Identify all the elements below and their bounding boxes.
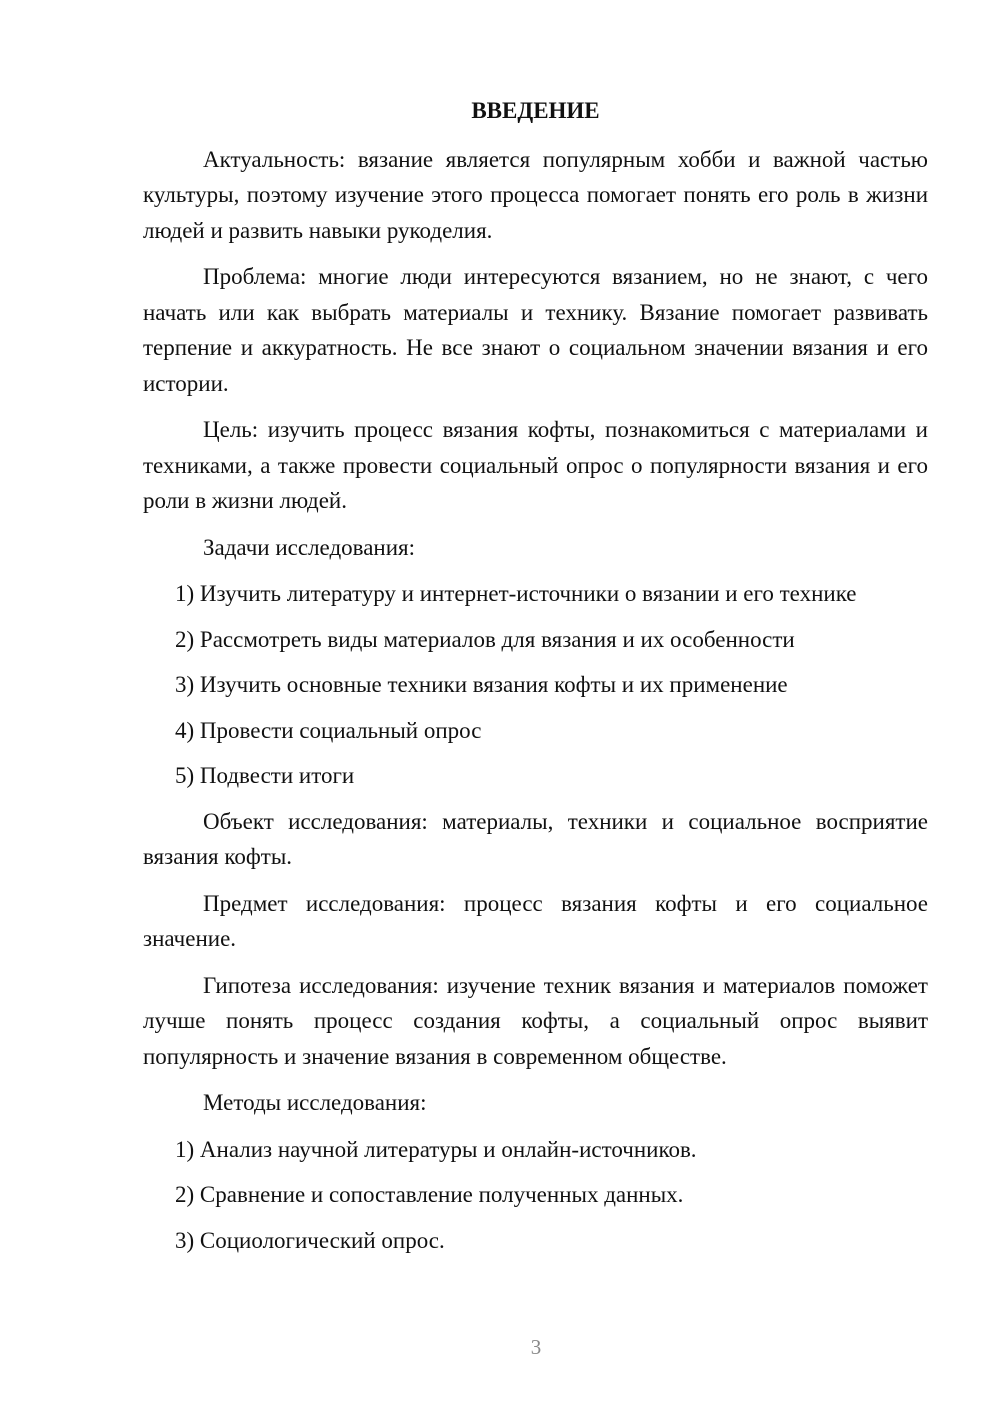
relevance-paragraph: Актуальность: вязание является популярным хобби и важной частью культуры, поэтому изучение этого процесса помогает понять его роль в жизни людей и развить навыки рукоделия.	[143, 146, 928, 243]
method-item: 3) Социологический опрос.	[175, 1227, 445, 1253]
object-paragraph: Объект исследования: материалы, техники и социальное восприятие вязания кофты.	[143, 808, 928, 869]
task-item: 2) Рассмотреть виды материалов для вязания и их особенности	[175, 626, 795, 652]
page-title: ВВЕДЕНИЕ	[471, 98, 600, 123]
page-number: 3	[530, 1335, 542, 1359]
method-item: 1) Анализ научной литературы и онлайн-источников.	[175, 1136, 697, 1162]
task-item: 5) Подвести итоги	[175, 763, 355, 788]
task-item: 3) Изучить основные техники вязания кофты и их применение	[175, 672, 788, 697]
problem-paragraph: Проблема: многие люди интересуются вязанием, но не знают, с чего начать или как выбрать материалы и технику. Вязание помогает развивать терпение и аккуратность. Не все знают о социальном значении вязания и его истории.	[143, 264, 928, 396]
task-item: 1) Изучить литературу и интернет-источники о вязании и его технике	[175, 581, 857, 606]
document-body	[143, 93, 928, 1268]
tasks-heading: Задачи исследования:	[203, 534, 416, 560]
subject-paragraph: Предмет исследования: процесс вязания кофты и его социальное значение.	[143, 890, 928, 951]
method-item: 2) Сравнение и сопоставление полученных данных.	[175, 1182, 684, 1207]
task-item: 4) Провести социальный опрос	[175, 717, 482, 743]
methods-heading: Методы исследования:	[203, 1090, 427, 1115]
hypothesis-paragraph: Гипотеза исследования: изучение техник вязания и материалов поможет лучше понять процесс создания кофты, а социальный опрос выявит популярность и значение вязания в современном обществе.	[143, 972, 928, 1069]
goal-paragraph: Цель: изучить процесс вязания кофты, познакомиться с материалами и техниками, а также провести социальный опрос о популярности вязания и его роли в жизни людей.	[143, 417, 928, 513]
